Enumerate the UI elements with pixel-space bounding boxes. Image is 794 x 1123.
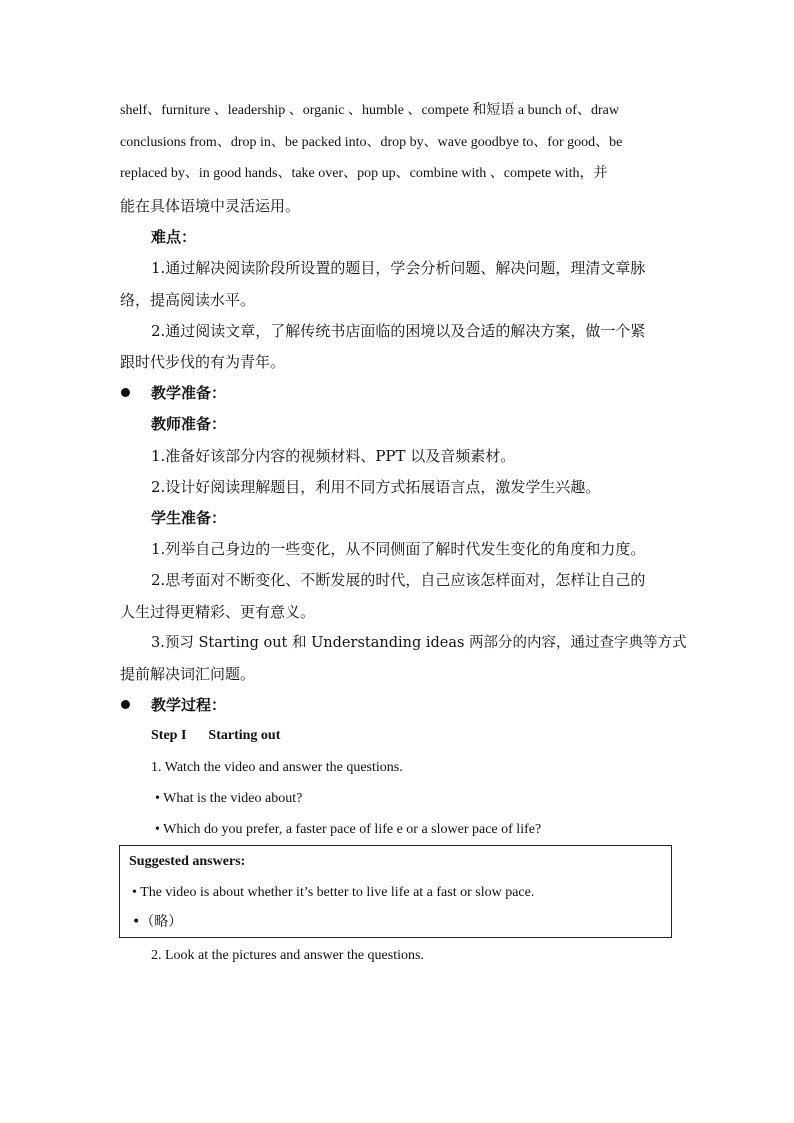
bullet-dot-icon <box>121 388 130 397</box>
student-prep-item-3-line-2: 提前解决词汇问题。 <box>120 665 256 683</box>
task-1-instruction: 1. Watch the video and answer the questions. <box>151 760 403 775</box>
student-prep-item-2-line-2: 人生过得更精彩、更有意义。 <box>120 603 316 621</box>
intro-line-2: conclusions from、drop in、be packed into、drop by、wave goodbye to、for good、be <box>120 135 623 150</box>
difficulties-heading: 难点： <box>151 228 197 246</box>
suggested-answer-2: •（略） <box>132 914 183 930</box>
process-heading: 教学过程： <box>151 696 227 714</box>
difficulty-1-line-2: 络，提高阅读水平。 <box>120 291 256 309</box>
step-heading <box>151 726 280 746</box>
question-1: • What is the video about? <box>155 791 303 806</box>
student-prep-item-2-line-1: 2.思考面对不断变化、不断发展的时代，自己应该怎样面对，怎样让自己的 <box>151 571 646 589</box>
step-label: Step I <box>151 728 187 743</box>
question-2: • Which do you prefer, a faster pace of life e or a slower pace of life? <box>155 822 542 837</box>
suggested-answers-heading: Suggested answers: <box>129 854 246 869</box>
student-prep-heading: 学生准备： <box>151 509 227 527</box>
student-prep-item-1: 1.列举自己身边的一些变化，从不同侧面了解时代发生变化的角度和力度。 <box>151 540 646 558</box>
task-2-instruction: 2. Look at the pictures and answer the questions. <box>151 948 424 963</box>
student-prep-item-3-line-1: 3.预习 Starting out 和 Understanding ideas 两部分的内容，通过查字典等方式 <box>151 635 687 651</box>
teacher-prep-heading: 教师准备： <box>151 415 227 433</box>
intro-line-4: 能在具体语境中灵活运用。 <box>120 197 301 215</box>
suggested-answers-box <box>119 845 672 938</box>
teacher-prep-item-2: 2.设计好阅读理解题目，利用不同方式拓展语言点，激发学生兴趣。 <box>151 478 601 496</box>
preparation-heading: 教学准备： <box>151 384 227 402</box>
intro-line-1: shelf、furniture 、leadership 、organic 、humble 、compete 和短语 a bunch of、draw <box>120 103 619 118</box>
step-title: Starting out <box>208 728 281 743</box>
teacher-prep-item-1: 1.准备好该部分内容的视频材料、PPT 以及音频素材。 <box>151 447 516 465</box>
difficulty-1-line-1: 1.通过解决阅读阶段所设置的题目，学会分析问题、解决问题，理清文章脉 <box>151 259 646 277</box>
difficulty-2-line-1: 2.通过阅读文章，了解传统书店面临的困境以及合适的解决方案，做一个紧 <box>151 322 646 340</box>
intro-line-3: replaced by、in good hands、take over、pop up、combine with 、compete with，并 <box>120 166 608 181</box>
suggested-answer-1: • The video is about whether it’s better to live life at a fast or slow pace. <box>132 885 535 900</box>
difficulty-2-line-2: 跟时代步伐的有为青年。 <box>120 353 286 371</box>
bullet-dot-icon <box>121 700 130 709</box>
